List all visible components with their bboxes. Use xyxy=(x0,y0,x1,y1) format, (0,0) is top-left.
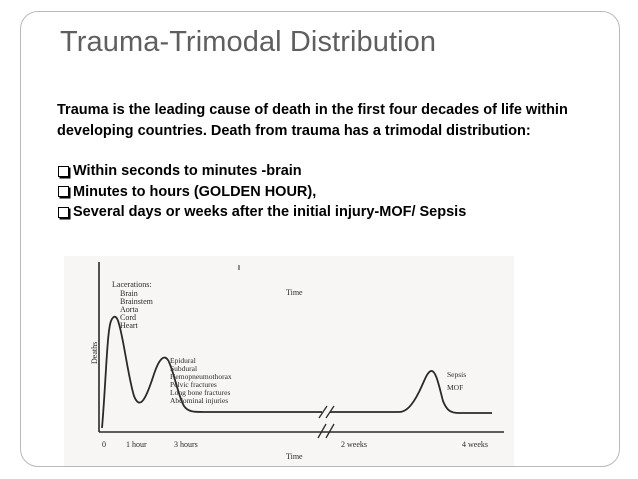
trimodal-figure xyxy=(64,256,514,466)
y-axis-label: Deaths xyxy=(90,341,99,364)
checkbox-bullet-icon xyxy=(58,166,69,177)
bullet-list xyxy=(57,161,617,223)
bullet-item xyxy=(57,161,617,182)
peak3-item: Sepsis xyxy=(447,370,467,379)
checkbox-bullet-icon xyxy=(58,207,69,218)
peak2-item: Abdominal injuries xyxy=(170,396,229,405)
bullet-text: Minutes to hours (GOLDEN HOUR), xyxy=(73,183,317,200)
peak1-heading: Lacerations: xyxy=(112,280,152,289)
slide-body xyxy=(57,100,617,223)
bullet-text: Several days or weeks after the initial injury-MOF/ Sepsis xyxy=(73,204,467,220)
peak2-item: Long bone fractures xyxy=(170,388,231,397)
x-tick-label: 1 hour xyxy=(126,440,147,449)
slide-title: Trauma-Trimodal Distribution xyxy=(60,26,437,58)
peak1-item: Heart xyxy=(120,321,138,330)
peak1-item: Cord xyxy=(120,313,136,322)
bullet-item xyxy=(57,182,617,203)
peak2-item: Epidural xyxy=(170,356,196,365)
peak1-item: Aorta xyxy=(120,305,139,314)
peak1-item: Brain xyxy=(120,289,138,298)
trimodal-death-curve xyxy=(102,317,492,428)
peak2-item: Subdural xyxy=(170,364,198,373)
bullet-item xyxy=(57,202,617,223)
x-axis-label: Time xyxy=(286,452,303,461)
peak2-item: Pelvic fractures xyxy=(170,380,217,389)
axis-break-marks xyxy=(318,406,334,438)
peak1-item: Brainstem xyxy=(120,297,153,306)
x-tick-label: 4 weeks xyxy=(462,440,488,449)
peak3-item: MOF xyxy=(447,383,464,392)
x-tick-label: 2 weeks xyxy=(341,440,367,449)
trimodal-curve-diagram xyxy=(64,256,514,466)
intro-paragraph: Trauma is the leading cause of death in the first four decades of life within developing countries. Death from trauma has a trimodal distribution: xyxy=(57,102,568,139)
x-axis-label-top: Time xyxy=(286,288,303,297)
bullet-text: Within seconds to minutes -brain xyxy=(73,163,302,179)
x-tick-label: 0 xyxy=(102,440,106,449)
peak2-item: Hemopneumothorax xyxy=(170,372,232,381)
checkbox-bullet-icon xyxy=(58,186,69,197)
x-tick-label: 3 hours xyxy=(174,440,198,449)
